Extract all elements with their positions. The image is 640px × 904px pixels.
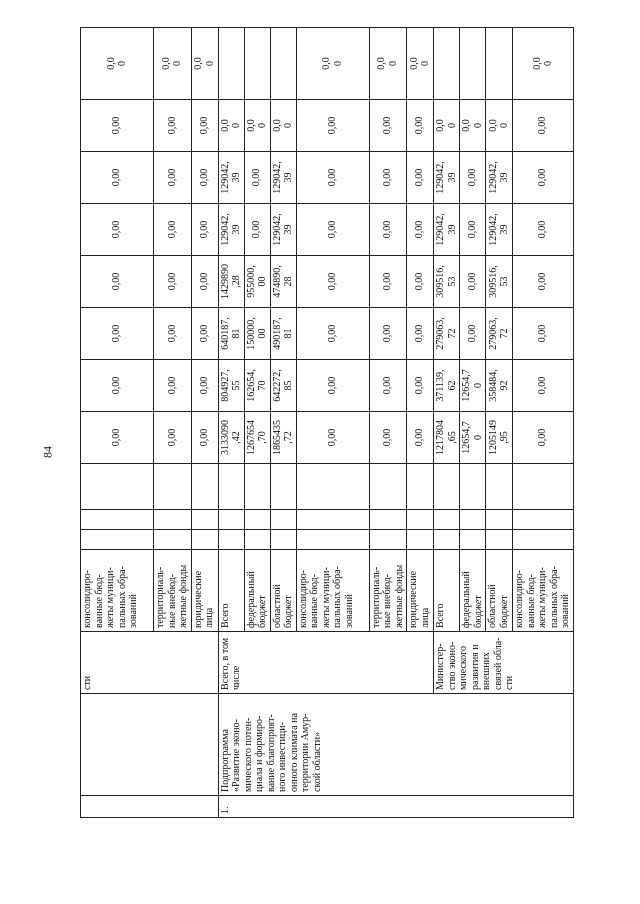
cell-code (154, 464, 192, 510)
cell-source: областной бюджет (486, 550, 513, 632)
cell-value: 0,00 (513, 100, 574, 152)
cell-source: консолидиро- ванные бюд- жеты муници- пальных обра- зований (81, 550, 154, 632)
cell-value: 279063, 72 (434, 308, 460, 360)
cell-code (407, 530, 434, 550)
cell-code (270, 530, 296, 550)
cell-value: 0,00 (81, 360, 154, 412)
cell-value (218, 28, 244, 100)
cell-value: 0,0 0 (460, 100, 486, 152)
cell-value: 129042, 39 (434, 152, 460, 204)
cell-value: 1865435 ,72 (270, 412, 296, 464)
cell-value: 0,00 (191, 308, 218, 360)
cell-value: 0,00 (191, 152, 218, 204)
cell-code (369, 530, 407, 550)
cell-number-prev (81, 796, 219, 818)
cell-value: 0,00 (296, 204, 369, 256)
cell-value: 1205149 ,95 (486, 412, 513, 464)
cell-value: 0,00 (154, 100, 192, 152)
cell-value: 640187, 81 (218, 308, 244, 360)
cell-value (434, 28, 460, 100)
cell-value: 955000, 00 (244, 256, 270, 308)
cell-value: 0,00 (460, 152, 486, 204)
cell-value: 162654, 70 (244, 360, 270, 412)
cell-value: 0,0 0 (434, 100, 460, 152)
cell-value: 0,00 (460, 256, 486, 308)
cell-value: 0,00 (154, 152, 192, 204)
cell-value (460, 28, 486, 100)
cell-value: 129042, 39 (218, 152, 244, 204)
cell-value: 0,00 (191, 100, 218, 152)
cell-code (296, 510, 369, 530)
cell-value: 0,0 0 (296, 28, 369, 100)
cell-source: консолидиро- ванные бюд- жеты муници- пальных обра- зований (296, 550, 369, 632)
cell-value: 129042, 39 (270, 152, 296, 204)
cell-value: 0,00 (513, 360, 574, 412)
cell-value: 474890, 28 (270, 256, 296, 308)
cell-code (486, 464, 513, 510)
cell-code (191, 510, 218, 530)
cell-value: 0,00 (369, 100, 407, 152)
cell-source: Всего (218, 550, 244, 632)
cell-code (270, 510, 296, 530)
cell-value: 642272, 85 (270, 360, 296, 412)
cell-value: 129042, 39 (434, 204, 460, 256)
cell-code (296, 464, 369, 510)
cell-value (270, 28, 296, 100)
cell-code (486, 510, 513, 530)
cell-value: 0,00 (369, 412, 407, 464)
cell-code (407, 510, 434, 530)
cell-responsible-ministry: Министер- ство эконо- мического развития и внешних связей обла- сти (434, 632, 574, 694)
cell-code (407, 464, 434, 510)
cell-code (218, 510, 244, 530)
cell-value: 0,00 (81, 412, 154, 464)
cell-value: 0,00 (513, 308, 574, 360)
cell-source: областной бюджет (270, 550, 296, 632)
cell-code (191, 530, 218, 550)
cell-value: 371139, 62 (434, 360, 460, 412)
cell-value: 0,0 0 (191, 28, 218, 100)
cell-code (154, 510, 192, 530)
cell-value: 309516, 53 (486, 256, 513, 308)
cell-value: 0,00 (81, 308, 154, 360)
cell-source: федеральный бюджет (244, 550, 270, 632)
cell-value: 0,00 (191, 360, 218, 412)
cell-code (460, 510, 486, 530)
cell-value: 0,00 (244, 204, 270, 256)
cell-code (81, 464, 154, 510)
cell-value: 0,00 (513, 204, 574, 256)
cell-value: 1267654 ,70 (244, 412, 270, 464)
cell-value: 0,0 0 (154, 28, 192, 100)
cell-value: 0,00 (407, 100, 434, 152)
cell-value: 0,00 (154, 412, 192, 464)
budget-table (80, 27, 574, 818)
cell-value: 150000, 00 (244, 308, 270, 360)
cell-source: консолидиро- ванные бюд- жеты муници- пальных обра- зований (513, 550, 574, 632)
cell-value: 358484, 92 (486, 360, 513, 412)
cell-value: 129042, 39 (218, 204, 244, 256)
cell-code (460, 464, 486, 510)
cell-value: 490187, 81 (270, 308, 296, 360)
cell-code (460, 530, 486, 550)
cell-value: 0,00 (407, 256, 434, 308)
cell-value (486, 28, 513, 100)
cell-value: 0,00 (513, 412, 574, 464)
cell-value: 0,0 0 (513, 28, 574, 100)
cell-code (513, 464, 574, 510)
cell-code (513, 530, 574, 550)
cell-code (434, 464, 460, 510)
cell-value: 0,00 (407, 308, 434, 360)
cell-value: 309516, 53 (434, 256, 460, 308)
cell-value: 129042, 39 (486, 204, 513, 256)
cell-value: 1429890 ,28 (218, 256, 244, 308)
cell-source: территориаль- ные внебюд- жетные фонды (154, 550, 192, 632)
cell-value: 0,0 0 (270, 100, 296, 152)
cell-value: 12654,7 0 (460, 412, 486, 464)
cell-value: 0,00 (296, 412, 369, 464)
cell-value: 0,00 (154, 204, 192, 256)
cell-source: территориаль- ные внебюд- жетные фонды (369, 550, 407, 632)
cell-value: 0,00 (369, 152, 407, 204)
cell-value: 0,00 (154, 256, 192, 308)
cell-value: 0,0 0 (244, 100, 270, 152)
cell-value: 0,0 0 (407, 28, 434, 100)
cell-value: 0,00 (191, 412, 218, 464)
page-number: 84 (40, 446, 55, 458)
cell-value: 0,00 (191, 204, 218, 256)
cell-value: 3133090 ,42 (218, 412, 244, 464)
cell-value: 0,00 (244, 152, 270, 204)
cell-responsible-prev: сти (81, 632, 219, 694)
cell-value: 0,00 (81, 204, 154, 256)
cell-code (218, 530, 244, 550)
cell-value: 0,00 (407, 152, 434, 204)
cell-code (191, 464, 218, 510)
cell-source: Всего (434, 550, 460, 632)
cell-value: 0,00 (296, 100, 369, 152)
rotated-page-content (80, 57, 571, 818)
cell-code (218, 464, 244, 510)
cell-value: 0,00 (460, 204, 486, 256)
cell-value: 0,00 (154, 308, 192, 360)
cell-value: 0,00 (369, 256, 407, 308)
cell-code (244, 464, 270, 510)
cell-code (434, 530, 460, 550)
cell-code (513, 510, 574, 530)
cell-code (296, 530, 369, 550)
cell-source: юридические лица (407, 550, 434, 632)
cell-source: федеральный бюджет (460, 550, 486, 632)
cell-value: 0,00 (513, 152, 574, 204)
cell-value: 1217804 ,65 (434, 412, 460, 464)
cell-code (244, 510, 270, 530)
cell-value: 0,00 (369, 360, 407, 412)
cell-value: 0,00 (369, 308, 407, 360)
cell-value: 0,00 (191, 256, 218, 308)
cell-responsible-total: Всего, в том числе (218, 632, 434, 694)
cell-value: 0,0 0 (81, 28, 154, 100)
cell-value: 0,00 (296, 256, 369, 308)
cell-value: 0,00 (296, 360, 369, 412)
cell-value: 0,00 (296, 308, 369, 360)
cell-value: 12654,7 0 (460, 360, 486, 412)
cell-code (369, 464, 407, 510)
cell-value: 129042, 39 (270, 204, 296, 256)
cell-value: 0,00 (296, 152, 369, 204)
cell-code (244, 530, 270, 550)
cell-code (81, 510, 154, 530)
cell-value (244, 28, 270, 100)
cell-value: 0,0 0 (218, 100, 244, 152)
cell-name-prev (81, 694, 219, 796)
cell-value: 0,00 (154, 360, 192, 412)
cell-number: 1. (218, 796, 574, 818)
cell-code (434, 510, 460, 530)
cell-value: 804927, 55 (218, 360, 244, 412)
cell-value: 0,00 (460, 308, 486, 360)
cell-value: 0,00 (81, 100, 154, 152)
cell-code (270, 464, 296, 510)
cell-value: 0,00 (407, 412, 434, 464)
cell-code (154, 530, 192, 550)
cell-value: 0,00 (407, 204, 434, 256)
cell-subprogram-name: Подпрограмма «Развитие эконо- мического потен- циала и формиро- вание благоприят- ного инвестици- онного климата на территории Амур- ской области» (218, 694, 574, 796)
table-row (218, 28, 244, 818)
cell-value: 0,00 (407, 360, 434, 412)
cell-value: 279063, 72 (486, 308, 513, 360)
cell-source: юридические лица (191, 550, 218, 632)
table-row (81, 28, 154, 818)
cell-code (81, 530, 154, 550)
cell-value: 0,00 (81, 152, 154, 204)
cell-value: 0,00 (513, 256, 574, 308)
cell-value: 129042, 39 (486, 152, 513, 204)
cell-code (369, 510, 407, 530)
cell-value: 0,0 0 (486, 100, 513, 152)
cell-code (486, 530, 513, 550)
cell-value: 0,0 0 (369, 28, 407, 100)
cell-value: 0,00 (81, 256, 154, 308)
cell-value: 0,00 (369, 204, 407, 256)
